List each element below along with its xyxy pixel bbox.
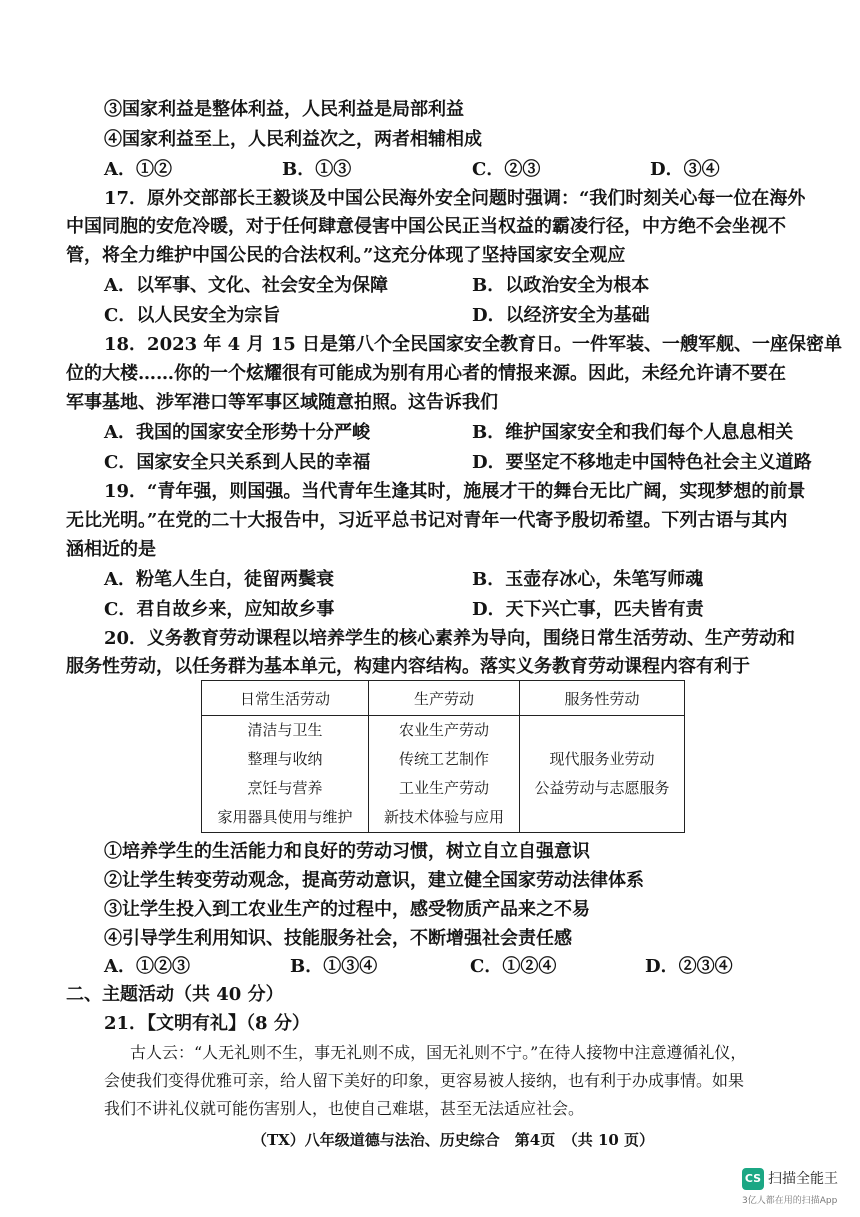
q16-option-c: C．②③ [472,159,541,180]
q20-option-c: C．①②④ [470,956,557,977]
table-header-daily-labor: 日常生活劳动 [202,681,369,716]
table-item: 农业生产劳动 [398,721,489,739]
scanner-name: 扫描全能王 [768,1171,838,1187]
scanner-watermark [742,1166,854,1208]
table-item: 传统工艺制作 [398,750,489,768]
q18-line-3: 军事基地、涉军港口等军事区域随意拍照。这告诉我们 [66,392,498,413]
q17-option-c: C．以人民安全为宗旨 [104,305,281,326]
q18-option-b: B．维护国家安全和我们每个人息息相关 [472,422,794,443]
q16-item-4: ④国家利益至上，人民利益次之，两者相辅相成 [104,129,482,150]
q20-item-4: ④引导学生利用知识、技能服务社会，不断增强社会责任感 [104,928,572,949]
table-cell-daily-labor [202,716,369,833]
table-item: 整理与收纳 [247,750,323,768]
scanner-tagline: 3亿人都在用的扫描App [742,1196,838,1206]
table-header-service-labor: 服务性劳动 [520,681,685,716]
table-item: 工业生产劳动 [398,779,489,797]
q21-title: 21．【文明有礼】（8 分） [104,1013,310,1034]
q19-option-a: A．粉笔人生白，徒留两鬓衰 [104,569,334,590]
q16-option-b: B．①③ [282,159,352,180]
q19-option-c: C．君自故乡来，应知故乡事 [104,599,335,620]
q21-line-3: 我们不讲礼仪就可能伤害别人，也使自己难堪，甚至无法适应社会。 [104,1099,585,1118]
q17-line-2: 中国同胞的安危冷暖，对于任何肆意侵害中国公民正当权益的霸凌行径，中方绝不会坐视不 [66,216,786,237]
q17-option-a: A．以军事、文化、社会安全为保障 [104,275,388,296]
q20-line-2: 服务性劳动，以任务群为基本单元，构建内容结构。落实义务教育劳动课程内容有利于 [66,656,750,677]
table-item: 现代服务业劳动 [549,750,655,768]
table-header-production-labor: 生产劳动 [369,681,520,716]
q18-line-2: 位的大楼……你的一个炫耀很有可能成为别有用心者的情报来源。因此，未经允许请不要在 [66,363,786,384]
page-footer: （TX）八年级道德与法治、历史综合 第4页 （共 10 页） [252,1131,655,1149]
q18-line-1: 18．2023 年 4 月 15 日是第八个全民国家安全教育日。一件军装、一艘军舰、一座保密单 [104,334,843,355]
q17-option-d: D．以经济安全为基础 [472,305,650,326]
q20-option-b: B．①③④ [290,956,378,977]
q19-option-b: B．玉壶存冰心，朱笔写师魂 [472,569,704,590]
q16-item-3: ③国家利益是整体利益，人民利益是局部利益 [104,99,464,120]
table-item: 烹饪与营养 [247,779,323,797]
table-item: 家用器具使用与维护 [217,808,353,826]
table-item: 新技术体验与应用 [383,808,504,826]
labor-course-table [201,680,685,833]
camscanner-icon: CS [742,1168,764,1190]
q17-line-3: 管，将全力维护中国公民的合法权利。”这充分体现了坚持国家安全观应 [66,245,626,266]
table-cell-production-labor [369,716,520,833]
q20-option-d: D．②③④ [645,956,733,977]
q16-option-a: A．①② [104,159,172,180]
q19-line-2: 无比光明。”在党的二十大报告中，习近平总书记对青年一代寄予殷切希望。下列古语与其内 [66,510,788,531]
table-item: 清洁与卫生 [247,721,323,739]
q17-option-b: B．以政治安全为根本 [472,275,650,296]
q18-option-c: C．国家安全只关系到人民的幸福 [104,452,371,473]
section-2-heading: 二、主题活动（共 40 分） [66,984,284,1005]
q18-option-a: A．我国的国家安全形势十分严峻 [104,422,370,443]
q20-option-a: A．①②③ [104,956,190,977]
table-item: 公益劳动与志愿服务 [534,779,670,797]
q21-line-1: 古人云：“人无礼则不生，事无礼则不成，国无礼则不宁。”在待人接物中注意遵循礼仪， [130,1043,747,1062]
q17-line-1: 17．原外交部部长王毅谈及中国公民海外安全问题时强调：“我们时刻关心每一位在海外 [104,188,806,209]
q20-item-3: ③让学生投入到工农业生产的过程中，感受物质产品来之不易 [104,899,590,920]
q21-line-2: 会使我们变得优雅可亲，给人留下美好的印象，更容易被人接纳，也有利于办成事情。如果 [104,1071,745,1090]
q19-option-d: D．天下兴亡事，匹夫皆有责 [472,599,704,620]
q16-option-d: D．③④ [650,159,720,180]
table-cell-service-labor [520,716,685,833]
q19-line-1: 19．“青年强，则国强。当代青年生逢其时，施展才干的舞台无比广阔，实现梦想的前景 [104,481,806,502]
q19-line-3: 涵相近的是 [66,539,156,560]
q20-line-1: 20．义务教育劳动课程以培养学生的核心素养为导向，围绕日常生活劳动、生产劳动和 [104,628,796,649]
q20-item-2: ②让学生转变劳动观念，提高劳动意识，建立健全国家劳动法律体系 [104,870,644,891]
q18-option-d: D．要坚定不移地走中国特色社会主义道路 [472,452,812,473]
q20-item-1: ①培养学生的生活能力和良好的劳动习惯，树立自立自强意识 [104,841,590,862]
